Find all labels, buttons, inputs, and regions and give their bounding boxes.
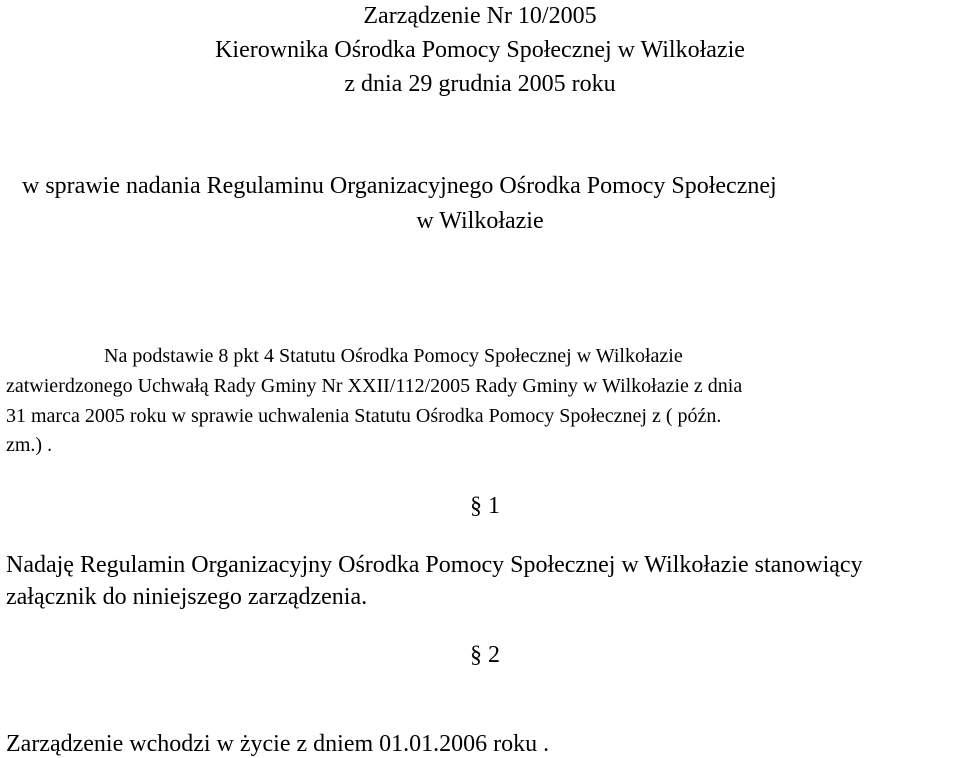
section-2-text-line-1: Zarządzenie wchodzi w życie z dniem 01.01.2006 roku . [6,731,550,757]
section-2-heading [470,643,500,667]
document-title: Zarządzenie Nr 10/2005 [363,3,597,29]
section-1-text-line-2: załącznik do niniejszego zarządzenia. [6,584,368,610]
section-number: 2 [488,642,500,668]
preamble-line-4: zm.) . [6,434,53,456]
preamble-line-3: 31 marca 2005 roku w sprawie uchwalenia Statutu Ośrodka Pomocy Społecznej z ( późn. [6,405,722,427]
section-1-heading [470,494,500,518]
section-symbol: § [470,642,482,668]
section-1-text-line-1: Nadaję Regulamin Organizacyjny Ośrodka Pomocy Społecznej w Wilkołazie stanowiący [6,552,863,578]
preamble-line-2: zatwierdzonego Uchwałą Rady Gminy Nr XXII/112/2005 Rady Gminy w Wilkołazie z dnia [6,375,743,397]
section-symbol: § [470,493,482,519]
subject-line-2: w Wilkołazie [416,208,544,234]
section-number: 1 [488,493,500,519]
preamble-line-1: Na podstawie 8 pkt 4 Statutu Ośrodka Pomocy Społecznej w Wilkołazie [104,345,683,367]
document-date: z dnia 29 grudnia 2005 roku [344,71,616,97]
subject-line-1: w sprawie nadania Regulaminu Organizacyjnego Ośrodka Pomocy Społecznej [22,173,777,199]
document-issuer: Kierownika Ośrodka Pomocy Społecznej w Wilkołazie [215,37,745,63]
